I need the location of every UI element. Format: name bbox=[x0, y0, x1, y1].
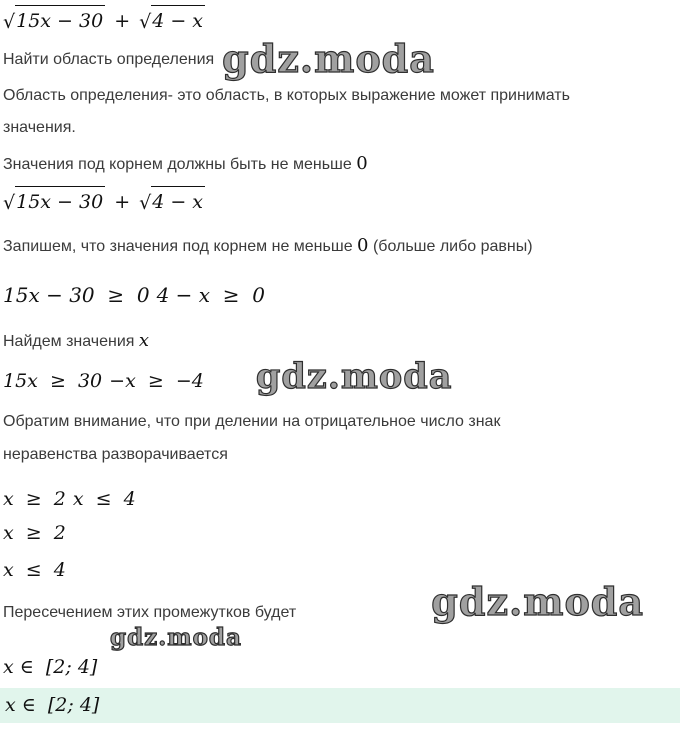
expression-line-top bbox=[3, 5, 680, 36]
definition-paragraph: Область определения- это область, в которых выражение может принимать значения. bbox=[3, 86, 570, 137]
inequality-pair-1 bbox=[3, 283, 680, 307]
watermark-gdz-moda: gdz.moda bbox=[431, 578, 644, 624]
write-down-suffix: (больше либо равны) bbox=[372, 238, 533, 256]
answer-highlight-bar bbox=[0, 688, 680, 723]
find-values-line bbox=[3, 323, 680, 360]
sqrt-term bbox=[139, 10, 205, 32]
inequality-right: 4 − x ≥ 0 bbox=[156, 283, 265, 308]
sqrt-term bbox=[139, 191, 205, 213]
sqrt-term bbox=[3, 191, 105, 213]
find-domain-row bbox=[3, 35, 680, 81]
sqrt-term bbox=[3, 10, 105, 32]
intersection-row bbox=[3, 578, 680, 630]
find-values-text: Найдем значения bbox=[3, 333, 135, 351]
radicand: 15x − 30 bbox=[15, 5, 105, 36]
inequality-pair-2-row bbox=[3, 356, 680, 398]
watermark-gdz-moda: gdz.moda bbox=[255, 356, 453, 398]
radicand: 4 − x bbox=[151, 5, 205, 36]
watermark-gdz-moda: gdz.moda bbox=[110, 623, 242, 651]
inequality-x-le-4: x ≤ 4 bbox=[3, 558, 66, 581]
inequality-left: 15x − 30 ≥ 0 bbox=[3, 283, 150, 308]
under-root-text: Значения под корнем должны быть не меньше bbox=[3, 156, 352, 174]
radical-sign-icon: √ bbox=[139, 191, 152, 214]
radical-sign-icon: √ bbox=[3, 191, 16, 214]
radicand: 15x − 30 bbox=[15, 186, 105, 217]
watermark-gdz-moda: gdz.moda bbox=[222, 35, 435, 81]
plus-operator: + bbox=[114, 190, 131, 213]
radicand: 4 − x bbox=[151, 186, 205, 217]
plus-operator: + bbox=[114, 10, 131, 32]
radical-sign-icon: √ bbox=[139, 11, 152, 33]
expression-line-repeat bbox=[3, 186, 680, 217]
zero-value: 0 bbox=[356, 153, 368, 175]
inequality-right: x ≤ 4 bbox=[72, 487, 136, 510]
inequality-pair-3 bbox=[3, 488, 680, 510]
answer-value: x ∈ [2; 4] bbox=[5, 694, 100, 717]
find-domain-label: Найти область определения bbox=[3, 51, 215, 69]
write-down-text: Запишем, что значения под корнем не меньше bbox=[3, 238, 353, 256]
radical-sign-icon: √ bbox=[3, 11, 16, 33]
intersection-label: Пересечением этих промежутков будет bbox=[3, 603, 297, 621]
under-root-line bbox=[3, 146, 680, 183]
inequality-x-ge-2: x ≥ 2 bbox=[3, 521, 66, 544]
zero-value: 0 bbox=[357, 235, 369, 257]
inequality-right: −x ≥ −4 bbox=[109, 369, 204, 392]
inequality-left: 15x ≥ 30 bbox=[3, 369, 103, 392]
variable-x: x bbox=[138, 330, 150, 352]
write-down-line bbox=[3, 228, 680, 265]
note-paragraph: Обратим внимание, что при делении на отрицательное число знак неравенства разворачивается bbox=[3, 413, 501, 464]
inequality-left: x ≥ 2 bbox=[3, 487, 66, 510]
result-line: x ∈ [2; 4] bbox=[3, 655, 98, 678]
